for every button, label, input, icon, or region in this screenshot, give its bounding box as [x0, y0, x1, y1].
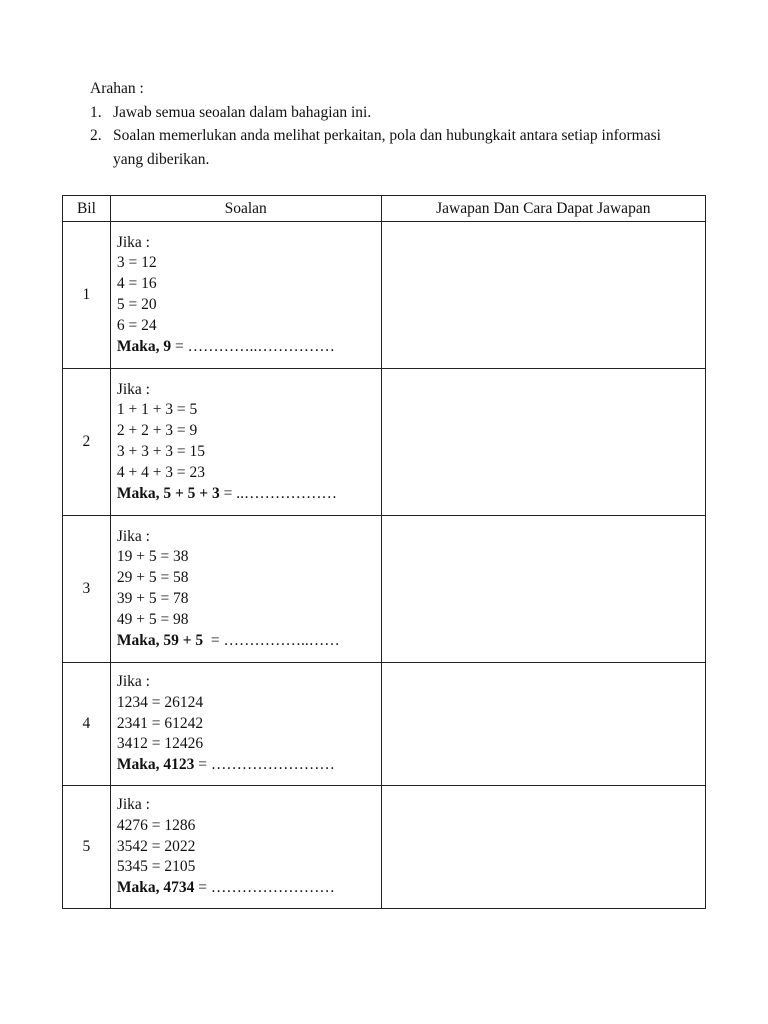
answer-blank: = ……………………	[194, 879, 335, 897]
answer-blank: = …………..……………	[171, 337, 335, 355]
question-intro: Jika :	[116, 380, 150, 398]
question-cell	[110, 786, 381, 909]
question-line: 4 + 4 + 3 = 23	[116, 463, 206, 481]
instruction-item	[90, 101, 673, 125]
row-number: 5	[63, 786, 111, 909]
question-line: 5345 = 2105	[116, 858, 196, 876]
table-row	[63, 369, 706, 516]
answer-blank: = ……………..……	[203, 631, 340, 649]
instructions	[90, 77, 673, 171]
answer-cell[interactable]	[381, 222, 705, 369]
question-line: 3 + 3 + 3 = 15	[116, 443, 206, 460]
question-final-line	[117, 755, 381, 776]
question-intro: Jika :	[116, 233, 150, 251]
table-row	[63, 786, 706, 909]
header-soalan: Soalan	[110, 196, 381, 222]
question-final-line	[117, 484, 381, 505]
question-cell	[110, 663, 381, 786]
instruction-text: Soalan memerlukan anda melihat perkaitan, pola dan hubungkait antara setiap informasi yang diberikan.	[113, 127, 661, 168]
instructions-title: Arahan :	[90, 80, 144, 97]
row-number: 3	[63, 516, 111, 663]
question-cell	[110, 222, 381, 369]
question-line: 3 = 12	[116, 254, 157, 272]
question-line: 5 = 20	[116, 296, 157, 313]
question-cell	[110, 369, 381, 516]
table-row	[63, 516, 706, 663]
answer-blank: = ……………………	[194, 756, 335, 774]
question-line: 2341 = 61242	[116, 714, 204, 732]
question-line: 1234 = 26124	[116, 693, 204, 711]
question-line: 4276 = 1286	[116, 816, 196, 834]
question-line: 3412 = 12426	[116, 735, 204, 753]
question-prompt: Maka, 5 + 5 + 3	[116, 484, 220, 502]
instruction-item	[90, 124, 673, 171]
table-body	[63, 222, 706, 909]
question-line: 6 = 24	[116, 316, 157, 334]
answer-cell[interactable]	[381, 786, 705, 909]
question-cell	[110, 516, 381, 663]
row-number: 1	[63, 222, 111, 369]
header-bil: Bil	[63, 196, 111, 222]
header-jawapan: Jawapan Dan Cara Dapat Jawapan	[381, 196, 705, 222]
question-prompt: Maka, 59 + 5	[116, 631, 204, 649]
question-line: 1 + 1 + 3 = 5	[116, 401, 198, 419]
question-intro: Jika :	[116, 673, 150, 690]
instruction-number: 1.	[90, 103, 102, 121]
question-line: 19 + 5 = 38	[116, 548, 189, 566]
question-line: 29 + 5 = 58	[116, 569, 189, 587]
table-row	[63, 663, 706, 786]
row-number: 4	[63, 663, 111, 786]
question-line: 3542 = 2022	[116, 837, 196, 855]
question-line: 4 = 16	[116, 275, 157, 293]
question-prompt: Maka, 4734	[116, 879, 195, 897]
question-line: 49 + 5 = 98	[116, 610, 189, 628]
row-number: 2	[63, 369, 111, 516]
question-table	[62, 195, 706, 909]
table-header-row	[63, 196, 706, 222]
question-prompt: Maka, 4123	[116, 756, 195, 774]
question-final-line	[117, 631, 381, 652]
question-line: 39 + 5 = 78	[116, 590, 189, 607]
question-final-line	[117, 337, 381, 358]
answer-cell[interactable]	[381, 516, 705, 663]
instruction-text: Jawab semua seoalan dalam bahagian ini.	[113, 103, 372, 121]
question-intro: Jika :	[116, 527, 150, 545]
question-line: 2 + 2 + 3 = 9	[116, 422, 198, 440]
question-final-line	[117, 878, 381, 899]
question-prompt: Maka, 9	[116, 337, 172, 355]
answer-cell[interactable]	[381, 663, 705, 786]
answer-cell[interactable]	[381, 369, 705, 516]
instruction-number: 2.	[90, 127, 102, 144]
table-row	[63, 222, 706, 369]
answer-blank: = ..………………	[219, 484, 337, 502]
question-intro: Jika :	[116, 796, 150, 813]
